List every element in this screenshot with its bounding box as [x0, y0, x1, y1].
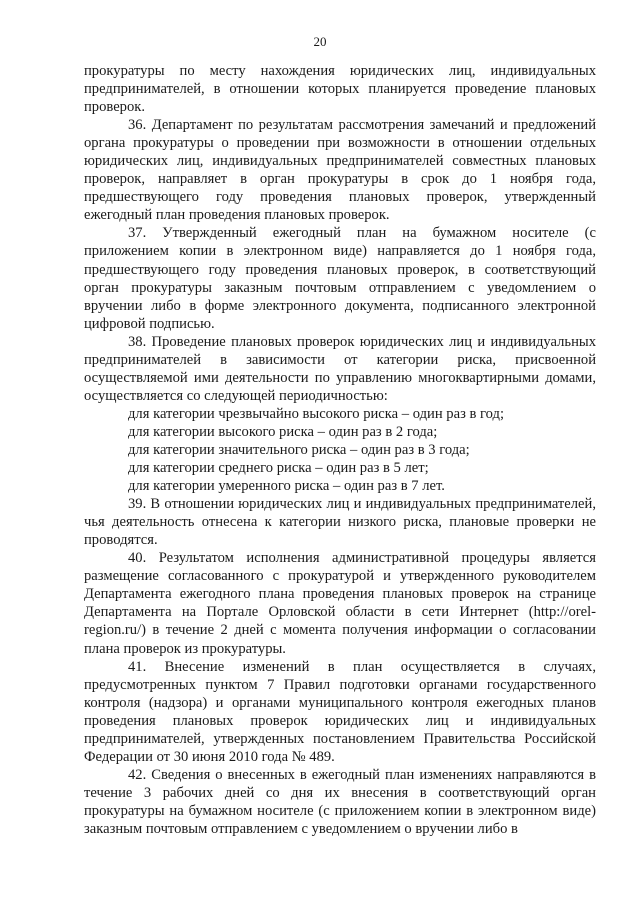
- risk-category-item: для категории чрезвычайно высокого риска – один раз в год;: [128, 405, 504, 422]
- paragraph-41: 41. Внесение изменений в план осуществляется в случаях, предусмотренных пунктом 7 Правил подготовки органами государственного контроля (надзора) и органами муниципального контроля ежегодных планов проведения плановых проверок юридических лиц и индивидуальных предпринимателей, утвержденных постановлением Правительства Российской Федерации от 30 июня 2010 года № 489.: [84, 658, 596, 765]
- risk-category-item: для категории высокого риска – один раз в 2 года;: [128, 423, 438, 440]
- paragraph-continuation: прокуратуры по месту нахождения юридических лиц, индивидуальных предпринимателей, в отношении которых планируется проведение плановых проверок.: [84, 63, 596, 116]
- page-number: 20: [313, 34, 327, 49]
- paragraph-36: 36. Департамент по результатам рассмотрения замечаний и предложений органа прокуратуры о проведении при возможности в отношении отдельных юридических лиц, индивидуальных предпринимателей совместных плановых проверок, направляет в орган прокуратуры в срок до 1 ноября года, предшествующего году проведения плановых проверок, утвержденный ежегодный план проведения плановых проверок.: [84, 117, 596, 224]
- paragraph-40: 40. Результатом исполнения административной процедуры является размещение согласованного с прокуратурой и утвержденного руководителем Департамента ежегодного плана проведения плановых проверок на странице Департамента на Портале Орловской области в сети Интернет (http://orel-region.ru/) в течение 2 дней с момента получения информации о согласовании плана проверок из прокуратуры.: [84, 550, 596, 657]
- paragraph-37: 37. Утвержденный ежегодный план на бумажном носителе (с приложением копии в электронном виде) направляется до 1 ноября года, предшествующего году проведения плановых проверок, в соответствующий орган прокуратуры заказным почтовым отправлением с уведомлением о вручении либо в форме электронного документа, подписанного электронной цифровой подписью.: [84, 225, 596, 332]
- document-body: [84, 62, 596, 838]
- paragraph-38: 38. Проведение плановых проверок юридических лиц и индивидуальных предпринимателей в зависимости от категории риска, присвоенной осуществляемой ими деятельности по управлению многоквартирными домами, осуществляется со следующей периодичностью:: [84, 333, 596, 404]
- risk-category-item: для категории умеренного риска – один раз в 7 лет.: [128, 478, 445, 495]
- risk-category-item: для категории значительного риска – один раз в 3 года;: [128, 441, 470, 458]
- paragraph-42: 42. Сведения о внесенных в ежегодный план изменениях направляются в течение 3 рабочих дней со дня их внесения в соответствующий орган прокуратуры на бумажном носителе (с приложением копии в электронном виде) заказным почтовым отправлением с уведомлением о вручении либо в: [84, 766, 596, 837]
- risk-category-item: для категории среднего риска – один раз в 5 лет;: [128, 460, 429, 477]
- paragraph-39: 39. В отношении юридических лиц и индивидуальных предпринимателей, чья деятельность отнесена к категории низкого риска, плановые проверки не проводятся.: [84, 496, 596, 549]
